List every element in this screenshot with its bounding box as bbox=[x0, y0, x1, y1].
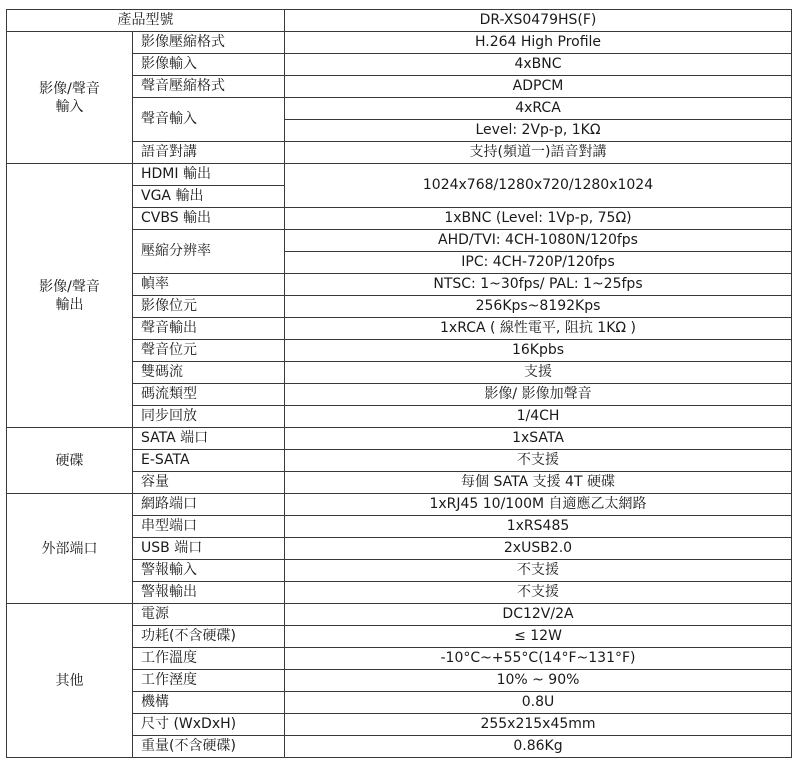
spec-value: 不支援 bbox=[285, 560, 792, 582]
spec-label: SATA 端口 bbox=[133, 428, 285, 450]
spec-value: 4xBNC bbox=[285, 54, 792, 76]
table-row bbox=[7, 164, 792, 186]
spec-label: 聲音壓縮格式 bbox=[133, 76, 285, 98]
table-row-header bbox=[7, 10, 792, 32]
spec-value: 1xRJ45 10/100M 自適應乙太網路 bbox=[285, 494, 792, 516]
table-row bbox=[7, 32, 792, 54]
spec-value: DC12V/2A bbox=[285, 604, 792, 626]
spec-value: 10% ~ 90% bbox=[285, 670, 792, 692]
spec-value: -10°C~+55°C(14°F~131°F) bbox=[285, 648, 792, 670]
spec-table bbox=[6, 9, 792, 758]
spec-label: 碼流類型 bbox=[133, 384, 285, 406]
table-row bbox=[7, 604, 792, 626]
spec-value: AHD/TVI: 4CH-1080N/120fps bbox=[285, 230, 792, 252]
spec-label: E-SATA bbox=[133, 450, 285, 472]
spec-label: HDMI 輸出 bbox=[133, 164, 285, 186]
spec-label: CVBS 輸出 bbox=[133, 208, 285, 230]
spec-table-body bbox=[7, 10, 792, 758]
model-value: DR-XS0479HS(F) bbox=[285, 10, 792, 32]
spec-value: NTSC: 1~30fps/ PAL: 1~25fps bbox=[285, 274, 792, 296]
group-label: 影像/聲音 輸入 bbox=[7, 32, 133, 164]
group-label: 外部端口 bbox=[7, 494, 133, 604]
group-label: 硬碟 bbox=[7, 428, 133, 494]
spec-label: 串型端口 bbox=[133, 516, 285, 538]
spec-value: IPC: 4CH-720P/120fps bbox=[285, 252, 792, 274]
spec-label: VGA 輸出 bbox=[133, 186, 285, 208]
spec-value: 4xRCA bbox=[285, 98, 792, 120]
spec-value: 支援 bbox=[285, 362, 792, 384]
spec-label: 影像位元 bbox=[133, 296, 285, 318]
spec-value: 1xSATA bbox=[285, 428, 792, 450]
spec-label: USB 端口 bbox=[133, 538, 285, 560]
spec-label: 機構 bbox=[133, 692, 285, 714]
spec-label: 重量(不含硬碟) bbox=[133, 736, 285, 758]
spec-label: 壓縮分辨率 bbox=[133, 230, 285, 274]
table-row bbox=[7, 494, 792, 516]
spec-value: 2xUSB2.0 bbox=[285, 538, 792, 560]
spec-label: 工作溫度 bbox=[133, 648, 285, 670]
spec-label: 影像壓縮格式 bbox=[133, 32, 285, 54]
spec-value: 1024x768/1280x720/1280x1024 bbox=[285, 164, 792, 208]
spec-value: 1/4CH bbox=[285, 406, 792, 428]
spec-label: 功耗(不含硬碟) bbox=[133, 626, 285, 648]
spec-label: 語音對講 bbox=[133, 142, 285, 164]
spec-value: ADPCM bbox=[285, 76, 792, 98]
spec-label: 聲音位元 bbox=[133, 340, 285, 362]
spec-label: 幀率 bbox=[133, 274, 285, 296]
group-label: 影像/聲音 輸出 bbox=[7, 164, 133, 428]
spec-label: 聲音輸入 bbox=[133, 98, 285, 142]
spec-value: 1xBNC (Level: 1Vp-p, 75Ω) bbox=[285, 208, 792, 230]
spec-value: 0.8U bbox=[285, 692, 792, 714]
spec-label: 警報輸入 bbox=[133, 560, 285, 582]
spec-value: 支持(頻道一)語音對講 bbox=[285, 142, 792, 164]
spec-value: 16Kpbs bbox=[285, 340, 792, 362]
spec-label: 聲音輸出 bbox=[133, 318, 285, 340]
spec-value: 影像/ 影像加聲音 bbox=[285, 384, 792, 406]
model-label: 產品型號 bbox=[7, 10, 285, 32]
spec-value: ≤ 12W bbox=[285, 626, 792, 648]
spec-value: 255x215x45mm bbox=[285, 714, 792, 736]
spec-label: 警報輸出 bbox=[133, 582, 285, 604]
spec-value: Level: 2Vp-p, 1KΩ bbox=[285, 120, 792, 142]
spec-label: 電源 bbox=[133, 604, 285, 626]
spec-label: 同步回放 bbox=[133, 406, 285, 428]
spec-label: 網路端口 bbox=[133, 494, 285, 516]
spec-label: 影像輸入 bbox=[133, 54, 285, 76]
spec-value: 每個 SATA 支援 4T 硬碟 bbox=[285, 472, 792, 494]
spec-value: 256Kps~8192Kps bbox=[285, 296, 792, 318]
spec-value: 不支援 bbox=[285, 582, 792, 604]
spec-value: 不支援 bbox=[285, 450, 792, 472]
spec-label: 尺寸 (WxDxH) bbox=[133, 714, 285, 736]
spec-label: 雙碼流 bbox=[133, 362, 285, 384]
spec-label: 容量 bbox=[133, 472, 285, 494]
spec-value: H.264 High Profile bbox=[285, 32, 792, 54]
spec-value: 0.86Kg bbox=[285, 736, 792, 758]
spec-label: 工作溼度 bbox=[133, 670, 285, 692]
spec-value: 1xRCA ( 線性電平, 阻抗 1KΩ ) bbox=[285, 318, 792, 340]
table-row bbox=[7, 428, 792, 450]
spec-value: 1xRS485 bbox=[285, 516, 792, 538]
group-label: 其他 bbox=[7, 604, 133, 758]
